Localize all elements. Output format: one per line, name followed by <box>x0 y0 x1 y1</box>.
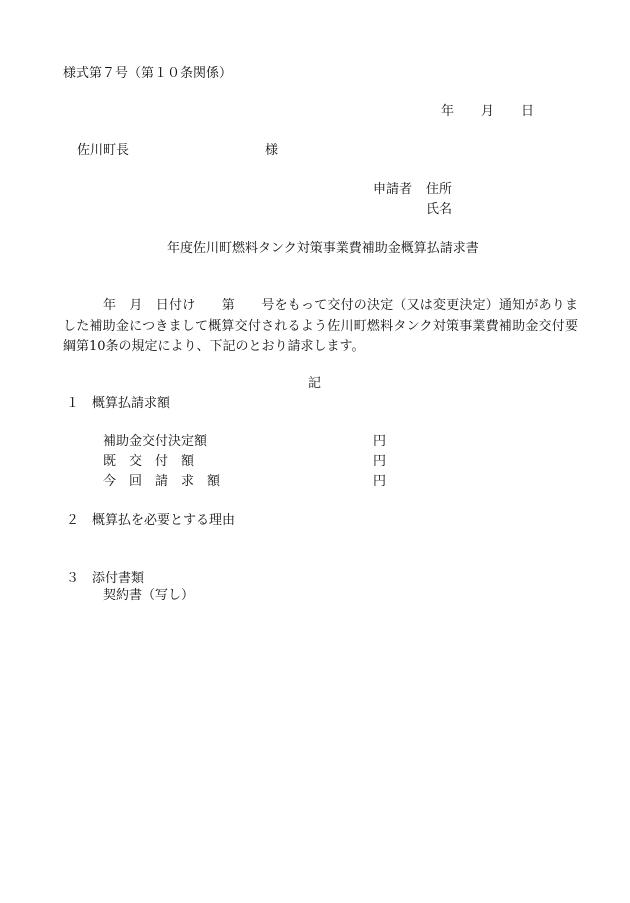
section3-heading: ３ 添付書類 <box>66 571 145 586</box>
document-title: 年度佐川町燃料タンク対策事業費補助金概算払請求書 <box>167 241 479 256</box>
applicant-label: 申請者 <box>373 182 413 197</box>
addressee-honorific: 様 <box>265 143 279 158</box>
addressee-name: 佐川町長 <box>77 143 130 158</box>
body-paragraph: 年 月 日付け 第 号をもって交付の決定（又は変更決定）通知がありました補助金につきまして概算交付されるよう佐川町燃料タンク対策事業費補助金交付要綱第10条の規定により、下記のとおり請求します。 <box>63 298 578 354</box>
ki-marker: 記 <box>308 376 322 391</box>
amount-unit-decision: 円 <box>373 434 387 449</box>
attachment-item: 契約書（写し） <box>103 588 195 603</box>
amount-label-decision: 補助金交付決定額 <box>103 434 208 449</box>
section2-heading: ２ 概算払を必要とする理由 <box>66 513 236 528</box>
amount-label-already: 既 交 付 額 <box>103 454 195 469</box>
applicant-address-label: 住所 <box>426 182 453 197</box>
date-day-label: 日 <box>521 104 535 119</box>
section1-heading: １ 概算払請求額 <box>66 396 171 411</box>
form-number: 様式第７号（第１０条関係） <box>63 66 233 81</box>
applicant-name-label: 氏名 <box>426 202 453 217</box>
date-month-label: 月 <box>481 104 495 119</box>
date-year-label: 年 <box>441 104 455 119</box>
amount-unit-already: 円 <box>373 454 387 469</box>
amount-unit-current: 円 <box>373 474 387 489</box>
amount-label-current: 今 回 請 求 額 <box>103 474 221 489</box>
